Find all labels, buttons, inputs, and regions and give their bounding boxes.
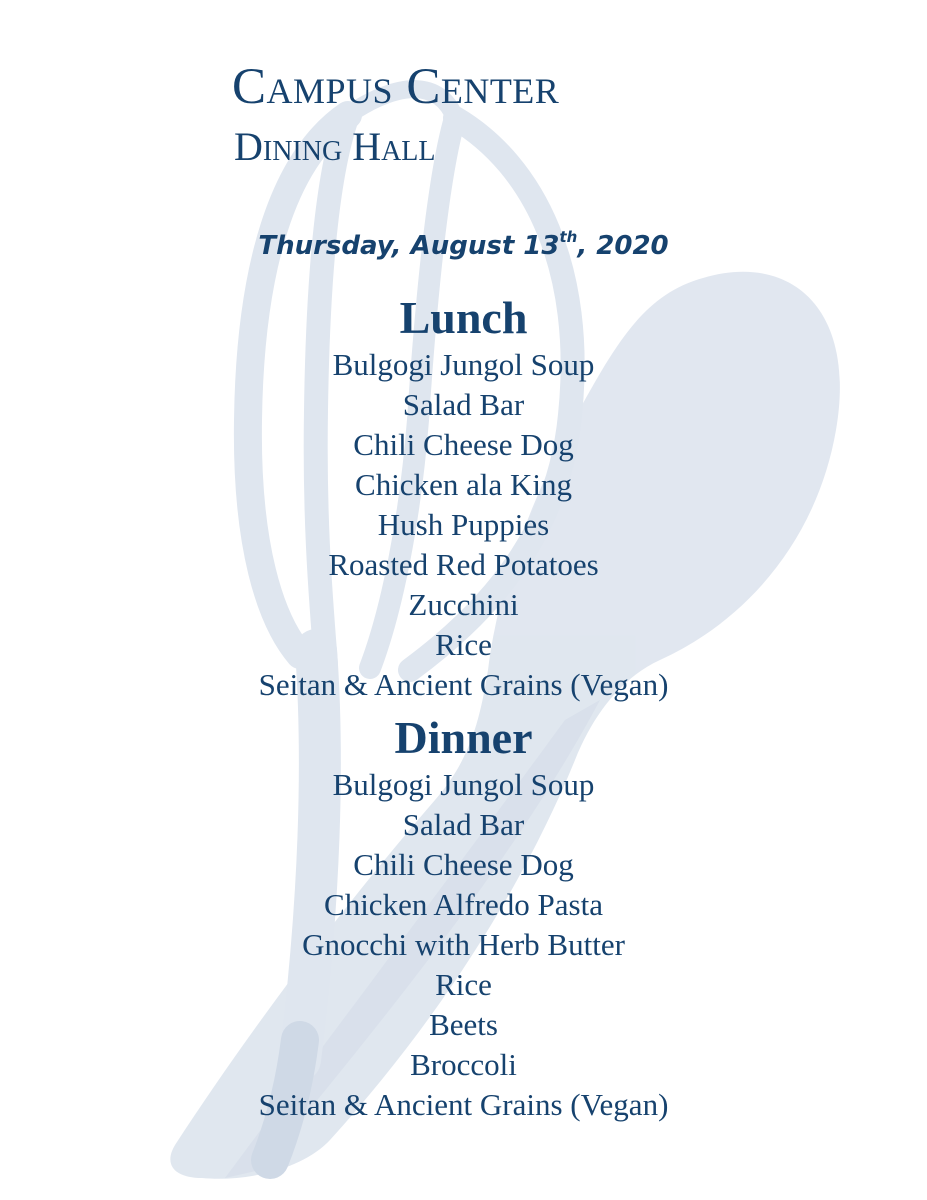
lunch-menu-list (0, 345, 927, 705)
lunch-menu-item: Hush Puppies (377, 507, 550, 542)
lunch-menu-item: Zucchini (408, 587, 519, 622)
brand-name: Campus Center (232, 59, 560, 115)
dinner-menu-item: Chili Cheese Dog (353, 847, 574, 882)
date-prefix: Thursday, August 13 (258, 231, 560, 261)
menu-date (0, 226, 927, 266)
brand-subtitle: Dining Hall (234, 124, 436, 169)
dinner-menu-item: Rice (435, 967, 492, 1002)
dinner-menu-item: Seitan & Ancient Grains (Vegan) (258, 1087, 669, 1122)
dinner-heading: Dinner (394, 712, 533, 763)
dinner-section (0, 711, 927, 1125)
dinner-menu-item: Gnocchi with Herb Butter (302, 927, 625, 962)
lunch-menu-item: Chili Cheese Dog (353, 427, 574, 462)
dinner-menu-item: Broccoli (410, 1047, 517, 1082)
lunch-menu-item: Rice (435, 627, 492, 662)
lunch-section (0, 291, 927, 705)
lunch-heading: Lunch (399, 292, 528, 343)
lunch-menu-item: Bulgogi Jungol Soup (332, 347, 595, 382)
dinner-menu-item: Chicken Alfredo Pasta (324, 887, 603, 922)
lunch-menu-item: Chicken ala King (355, 467, 572, 502)
lunch-menu-item: Salad Bar (402, 387, 525, 422)
lunch-menu-item: Seitan & Ancient Grains (Vegan) (258, 667, 669, 702)
dinner-menu-item: Beets (429, 1007, 498, 1042)
date-suffix: , 2020 (577, 231, 669, 261)
brand-logo (232, 52, 752, 172)
dinner-menu-list (0, 765, 927, 1125)
date-ordinal-suffix: th (559, 228, 578, 247)
lunch-menu-item: Roasted Red Potatoes (328, 547, 599, 582)
dinner-menu-item: Salad Bar (402, 807, 525, 842)
dinner-menu-item: Bulgogi Jungol Soup (332, 767, 595, 802)
